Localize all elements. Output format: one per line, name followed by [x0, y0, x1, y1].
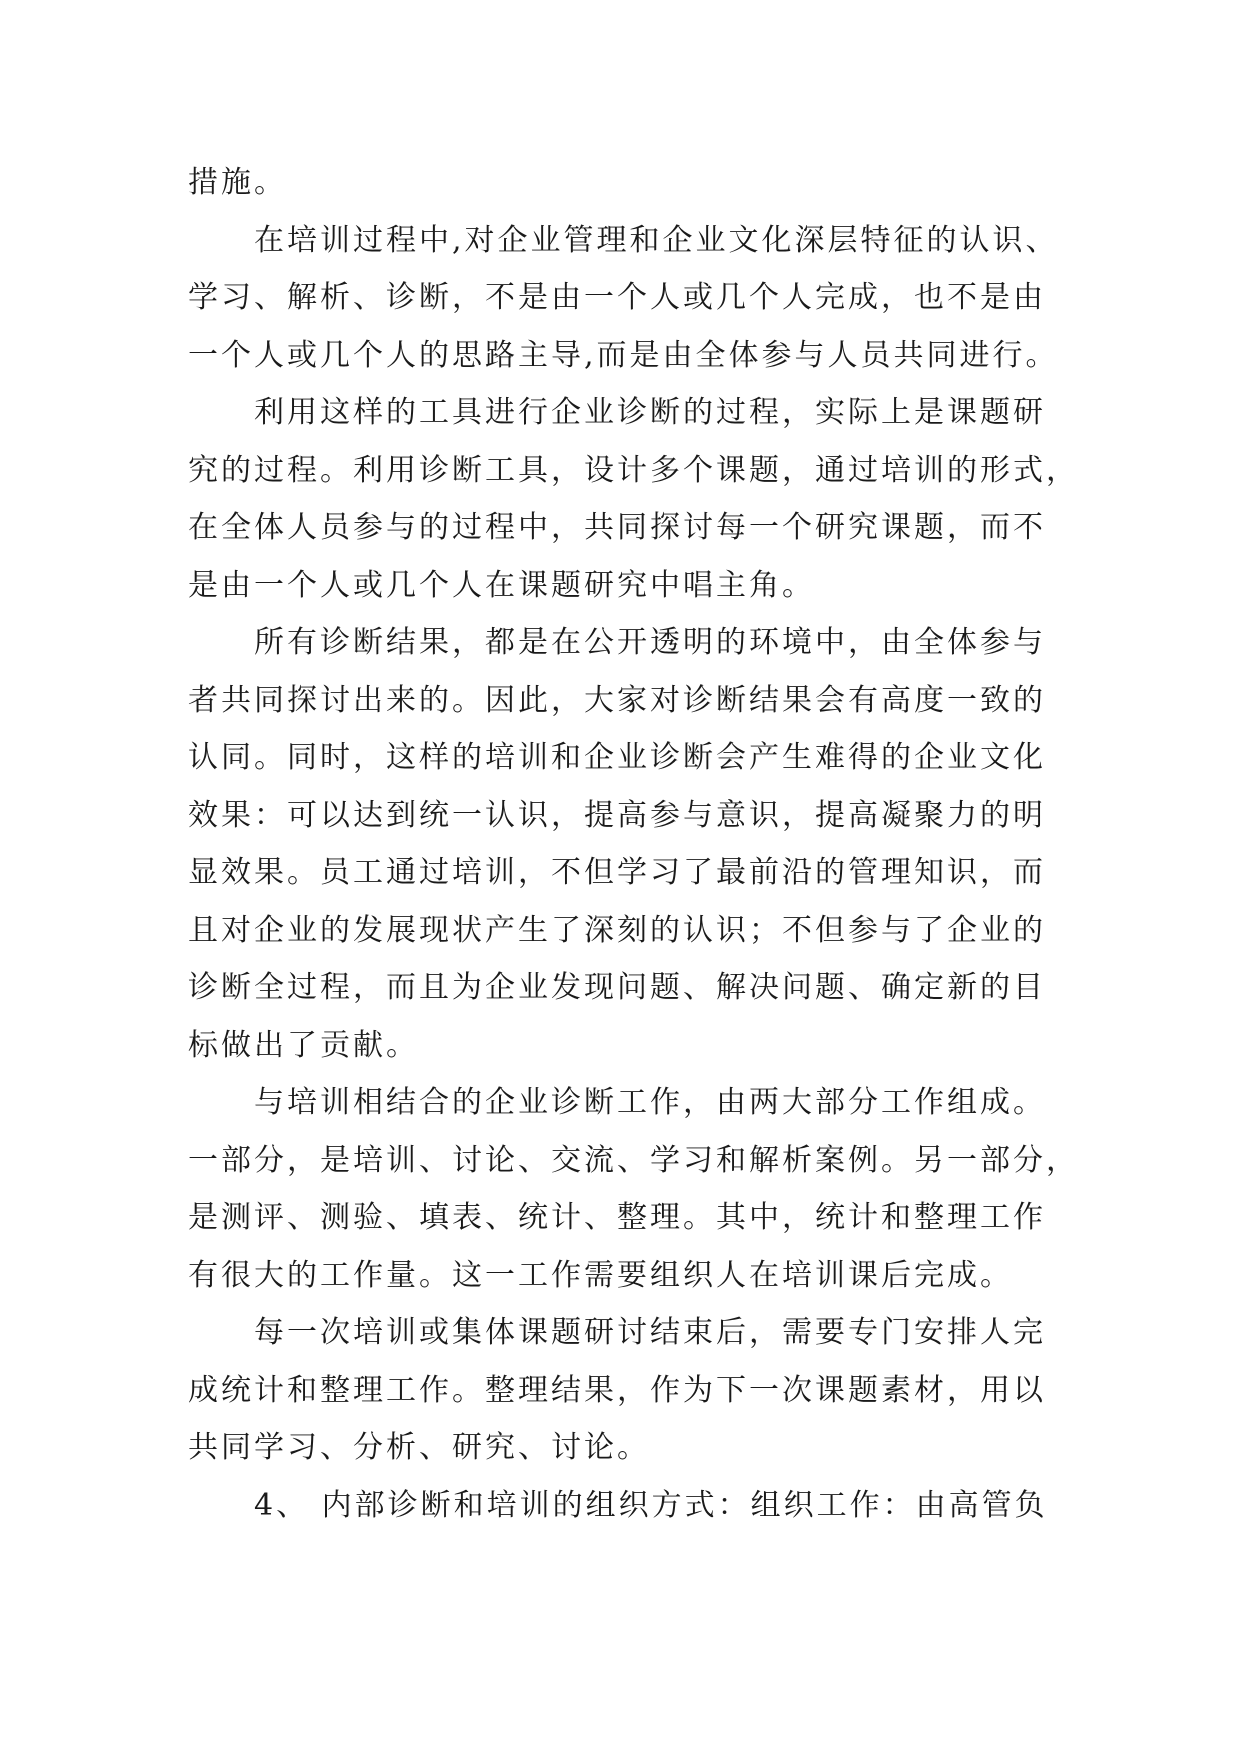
text-line: 4、 内部诊断和培训的组织方式：组织工作：由高管负 [254, 1487, 1048, 1523]
text-line: 措施。 [188, 165, 287, 200]
text-line: 究的过程。利用诊断工具，设计多个课题，通过培训的形式， [188, 452, 1079, 488]
text-line: 诊断全过程，而且为企业发现问题、解决问题、确定新的目 [188, 970, 1046, 1005]
text-line: 与培训相结合的企业诊断工作，由两大部分工作组成。 [254, 1085, 1046, 1120]
text-line: 且对企业的发展现状产生了深刻的认识；不但参与了企业的 [188, 912, 1046, 948]
text-line: 共同学习、分析、研究、讨论。 [188, 1430, 650, 1465]
text-line: 是由一个人或几个人在课题研究中唱主角。 [188, 567, 815, 603]
text-line: 有很大的工作量。这一工作需要组织人在培训课后完成。 [188, 1257, 1013, 1293]
text-line: 在全体人员参与的过程中，共同探讨每一个研究课题，而不 [188, 510, 1046, 545]
text-line: 利用这样的工具进行企业诊断的过程，实际上是课题研 [254, 395, 1046, 430]
text-line: 是测评、测验、填表、统计、整理。其中，统计和整理工作 [188, 1200, 1046, 1235]
text-line: 显效果。员工通过培训，不但学习了最前沿的管理知识，而 [188, 855, 1046, 890]
text-line: 效果：可以达到统一认识，提高参与意识，提高凝聚力的明 [188, 797, 1046, 833]
text-line: 一个人或几个人的思路主导,而是由全体参与人员共同进行。 [188, 337, 1059, 373]
text-line: 标做出了贡献。 [188, 1027, 419, 1063]
text-line: 一部分，是培训、讨论、交流、学习和解析案例。另一部分， [188, 1142, 1079, 1178]
text-line: 学习、解析、诊断，不是由一个人或几个人完成，也不是由 [188, 280, 1046, 315]
text-line: 在培训过程中,对企业管理和企业文化深层特征的认识、 [254, 222, 1059, 258]
text-line: 所有诊断结果，都是在公开透明的环境中，由全体参与 [254, 625, 1046, 660]
text-line: 者共同探讨出来的。因此，大家对诊断结果会有高度一致的 [188, 682, 1046, 718]
text-line: 认同。同时，这样的培训和企业诊断会产生难得的企业文化 [188, 740, 1046, 775]
text-line: 成统计和整理工作。整理结果，作为下一次课题素材，用以 [188, 1372, 1046, 1408]
text-line: 每一次培训或集体课题研讨结束后，需要专门安排人完 [254, 1315, 1046, 1350]
body-text [188, 154, 1088, 1534]
